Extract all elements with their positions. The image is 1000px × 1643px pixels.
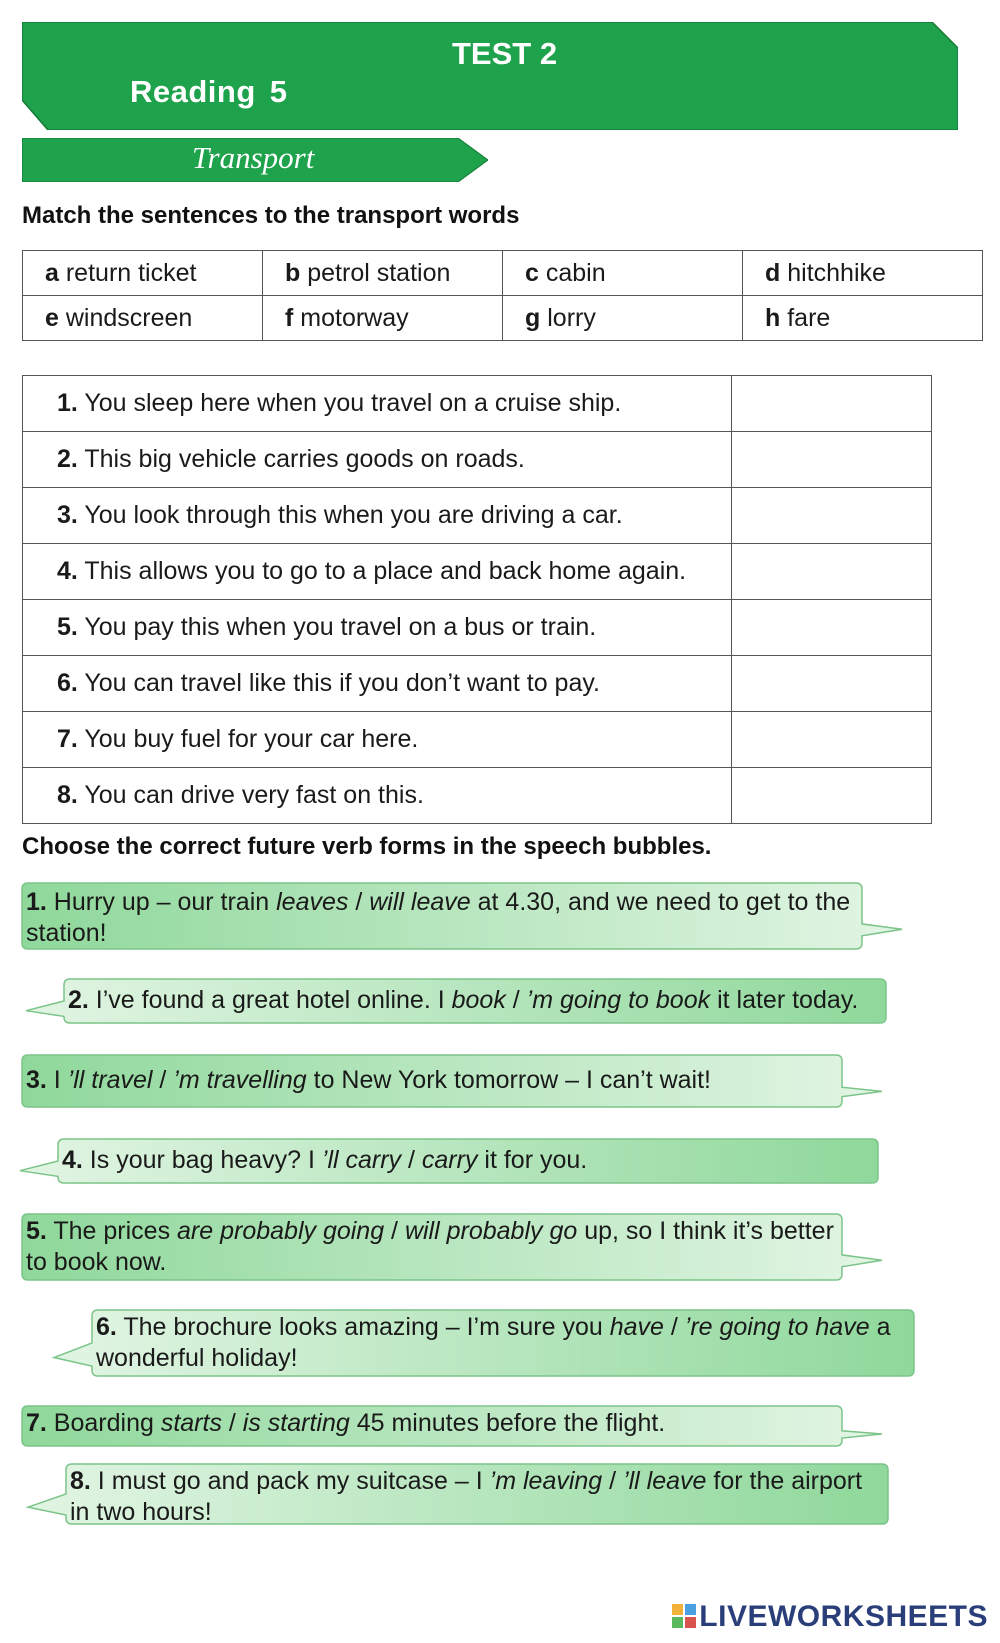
word-cell: f motorway [263,296,503,341]
verb-option[interactable]: will probably go [404,1217,578,1245]
verb-option[interactable]: ’m going to book [526,986,711,1014]
answer-box[interactable] [732,544,932,600]
question-row [23,768,932,824]
speech-bubble [22,883,862,949]
verb-option[interactable]: ’m travelling [173,1066,307,1094]
word-cell: h fare [743,296,983,341]
question-text: 5. You pay this when you travel on a bus or train. [23,600,732,656]
question-row [23,544,932,600]
question-text: 4. This allows you to go to a place and back home again. [23,544,732,600]
verb-option[interactable]: ’ll leave [623,1467,707,1495]
verb-option[interactable]: have [609,1313,664,1341]
question-row [23,432,932,488]
answer-box[interactable] [732,488,932,544]
section1-instruction: Match the sentences to the transport words [22,202,520,229]
answer-box[interactable] [732,656,932,712]
speech-bubble [92,1310,914,1376]
answer-box[interactable] [732,712,932,768]
question-text: 8. You can drive very fast on this. [23,768,732,824]
word-cell: b petrol station [263,251,503,296]
topic-banner [22,138,488,182]
answer-box[interactable] [732,768,932,824]
bubble-text: 3. I ’ll travel / ’m travelling to New York tomorrow – I can’t wait! [26,1066,712,1094]
bubble-text: 5. The prices are probably going / will probably go up, so I think it’s better to book now. [26,1217,834,1276]
bubble-text: 7. Boarding starts / is starting 45 minutes before the flight. [26,1409,666,1437]
bubble-text: 2. I’ve found a great hotel online. I book / ’m going to book it later today. [68,986,859,1014]
verb-option[interactable]: leaves [276,888,349,916]
verb-option[interactable]: ’re going to have [684,1313,870,1341]
verb-option[interactable]: starts [160,1409,222,1437]
answer-box[interactable] [732,376,932,432]
header-banner [22,22,958,130]
reading-title: Reading 5 [130,74,288,109]
question-row [23,376,932,432]
answer-box[interactable] [732,432,932,488]
answer-box[interactable] [732,600,932,656]
speech-bubble [22,1055,842,1107]
question-text: 3. You look through this when you are driving a car. [23,488,732,544]
bubble-text: 4. Is your bag heavy? I ’ll carry / carry it for you. [62,1146,588,1174]
speech-bubble [58,1139,878,1183]
question-text: 2. This big vehicle carries goods on roads. [23,432,732,488]
question-row [23,600,932,656]
section2-instruction: Choose the correct future verb forms in the speech bubbles. [22,833,712,860]
word-cell: d hitchhike [743,251,983,296]
verb-option[interactable]: ’ll travel [67,1066,153,1094]
question-text: 7. You buy fuel for your car here. [23,712,732,768]
word-bank-table [22,250,983,341]
speech-bubble [22,1406,842,1446]
word-cell: a return ticket [23,251,263,296]
test-title: TEST 2 [452,36,558,71]
liveworksheets-logo: LIVEWORKSHEETS [672,1600,988,1634]
bubble-text: 1. Hurry up – our train leaves / will leave at 4.30, and we need to get to the station! [26,888,851,947]
bubble-text: 6. The brochure looks amazing – I’m sure you have / ’re going to have a wonderful holiday! [96,1313,891,1372]
speech-bubble [22,1214,842,1280]
word-cell: g lorry [503,296,743,341]
verb-option[interactable]: are probably going [177,1217,385,1245]
verb-option[interactable]: will leave [369,888,471,916]
topic-title: Transport [192,140,315,175]
question-row [23,712,932,768]
bubble-text: 8. I must go and pack my suitcase – I ’m leaving / ’ll leave for the airport in two hours! [70,1467,863,1526]
question-row [23,488,932,544]
speech-bubble [64,979,886,1023]
logo-icon [672,1604,696,1628]
question-row [23,656,932,712]
questions-table [22,375,932,824]
word-cell: e windscreen [23,296,263,341]
question-text: 6. You can travel like this if you don’t want to pay. [23,656,732,712]
verb-option[interactable]: book [451,986,506,1014]
speech-bubble [66,1464,888,1524]
verb-option[interactable]: ’m leaving [489,1467,603,1495]
verb-option[interactable]: is starting [242,1409,350,1437]
verb-option[interactable]: carry [421,1146,478,1174]
question-text: 1. You sleep here when you travel on a cruise ship. [23,376,732,432]
word-cell: c cabin [503,251,743,296]
verb-option[interactable]: ’ll carry [321,1146,402,1174]
